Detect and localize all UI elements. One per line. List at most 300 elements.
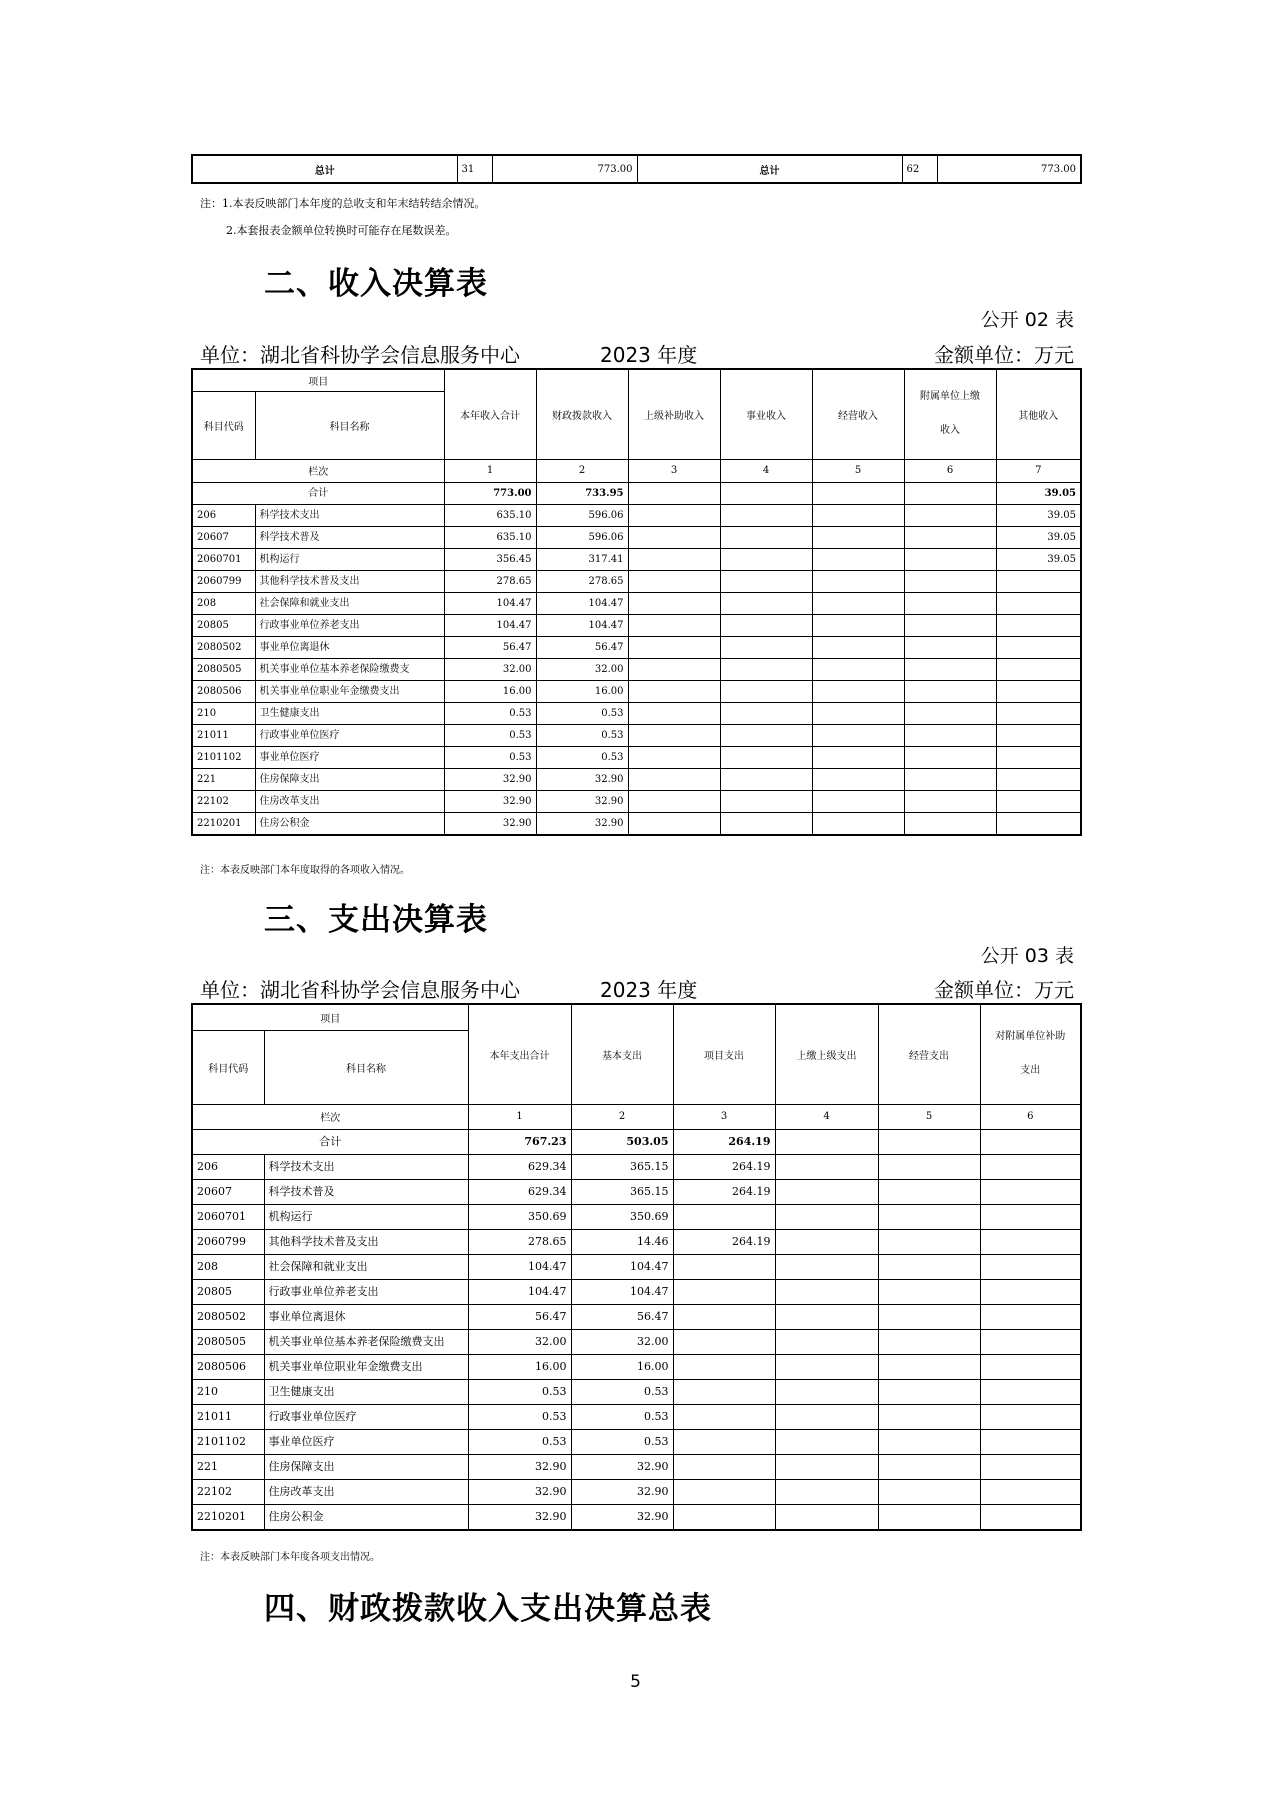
- expense-cell: 0.53: [468, 1404, 571, 1429]
- expense-table: [191, 1003, 1082, 1531]
- expense-col-header: 对附属单位补助支出: [980, 1004, 1081, 1104]
- expense-cell: 104.47: [571, 1254, 673, 1279]
- income-cell: 773.00: [444, 482, 536, 504]
- expense-row: [192, 1354, 1081, 1379]
- income-cell: [628, 482, 720, 504]
- income-cell: [628, 614, 720, 636]
- expense-row-code: 20805: [192, 1279, 264, 1304]
- income-cell: [628, 812, 720, 835]
- expense-cell: [878, 1129, 980, 1154]
- expense-cell: [673, 1429, 775, 1454]
- income-row-name: 行政事业单位养老支出: [255, 614, 444, 636]
- income-cell: [720, 768, 812, 790]
- expense-row-code: 2080505: [192, 1329, 264, 1354]
- income-col-header: 事业收入: [720, 369, 812, 459]
- income-cell: [812, 636, 904, 658]
- income-cell: [904, 636, 996, 658]
- income-row-code: 2101102: [192, 746, 255, 768]
- expense-cell: [775, 1254, 878, 1279]
- expense-row-name: 住房公积金: [264, 1504, 468, 1530]
- income-cell: [996, 570, 1081, 592]
- income-cell: 104.47: [444, 592, 536, 614]
- expense-cell: 350.69: [571, 1204, 673, 1229]
- income-cell: 596.06: [536, 504, 628, 526]
- expense-row-name: 机关事业单位职业年金缴费支出: [264, 1354, 468, 1379]
- income-col-header: 其他收入: [996, 369, 1081, 459]
- expense-row: [192, 1504, 1081, 1530]
- income-cell: [628, 790, 720, 812]
- expense-cell: [980, 1204, 1081, 1229]
- expense-row: [192, 1429, 1081, 1454]
- expense-cell: [878, 1229, 980, 1254]
- income-cell: [720, 614, 812, 636]
- income-cell: 39.05: [996, 504, 1081, 526]
- expense-row: [192, 1229, 1081, 1254]
- expense-cell: [775, 1429, 878, 1454]
- expense-row-code: 208: [192, 1254, 264, 1279]
- income-cell: 32.90: [444, 790, 536, 812]
- expense-cell: [878, 1504, 980, 1530]
- expense-unit: 单位：湖北省科协学会信息服务中心: [200, 978, 520, 1002]
- expense-cell: 264.19: [673, 1129, 775, 1154]
- expense-row-code: 2210201: [192, 1504, 264, 1530]
- total-left-row: 31: [457, 155, 492, 183]
- income-table: [191, 368, 1082, 836]
- expense-cell: [878, 1379, 980, 1404]
- income-cell: [996, 746, 1081, 768]
- expense-cell: 278.65: [468, 1229, 571, 1254]
- income-row-code: 20805: [192, 614, 255, 636]
- income-cell: 0.53: [536, 702, 628, 724]
- income-row: [192, 746, 1081, 768]
- income-row: [192, 614, 1081, 636]
- income-cell: [720, 504, 812, 526]
- income-cell: [904, 548, 996, 570]
- income-rows: [192, 482, 1081, 835]
- expense-row-name: 科学技术支出: [264, 1154, 468, 1179]
- income-cell: 356.45: [444, 548, 536, 570]
- income-cell: [720, 702, 812, 724]
- income-row-code: 2080502: [192, 636, 255, 658]
- income-row-code: 2060799: [192, 570, 255, 592]
- income-cell: [812, 548, 904, 570]
- income-cell: 16.00: [444, 680, 536, 702]
- expense-cell: [980, 1154, 1081, 1179]
- expense-cell: [673, 1404, 775, 1429]
- expense-cell: 32.90: [468, 1479, 571, 1504]
- expense-total-row: [192, 1129, 1081, 1154]
- income-cell: [904, 614, 996, 636]
- income-cell: [812, 482, 904, 504]
- expense-cell: [673, 1479, 775, 1504]
- income-cell: [812, 724, 904, 746]
- income-row-name: 住房保障支出: [255, 768, 444, 790]
- income-row-name: 机关事业单位职业年金缴费支出: [255, 680, 444, 702]
- expense-cell: [878, 1354, 980, 1379]
- total-left-amount: 773.00: [492, 155, 637, 183]
- expense-cell: 0.53: [571, 1379, 673, 1404]
- income-row-code: 2080506: [192, 680, 255, 702]
- income-cell: [996, 592, 1081, 614]
- income-row-name: 事业单位离退休: [255, 636, 444, 658]
- expense-cell: 32.00: [468, 1329, 571, 1354]
- income-cell: 0.53: [444, 702, 536, 724]
- income-col-num: 5: [812, 459, 904, 482]
- expense-cell: 629.34: [468, 1154, 571, 1179]
- income-cell: [720, 658, 812, 680]
- income-row-name: 住房公积金: [255, 812, 444, 835]
- income-row: [192, 658, 1081, 680]
- income-cell: [628, 658, 720, 680]
- expense-row-code: 2101102: [192, 1429, 264, 1454]
- expense-cell: 0.53: [571, 1429, 673, 1454]
- income-row: [192, 548, 1081, 570]
- expense-row-name: 科学技术普及: [264, 1179, 468, 1204]
- expense-cell: [673, 1504, 775, 1530]
- income-row-name: 行政事业单位医疗: [255, 724, 444, 746]
- expense-cell: [673, 1304, 775, 1329]
- income-row: [192, 702, 1081, 724]
- income-cell: [904, 526, 996, 548]
- income-cell: [720, 570, 812, 592]
- income-cell: 104.47: [536, 614, 628, 636]
- income-cell: 32.90: [536, 812, 628, 835]
- income-col-num: 6: [904, 459, 996, 482]
- income-cell: [720, 548, 812, 570]
- expense-cell: 32.90: [571, 1454, 673, 1479]
- income-cell: [812, 658, 904, 680]
- expense-row-name: 机关事业单位基本养老保险缴费支出: [264, 1329, 468, 1354]
- income-cell: [720, 482, 812, 504]
- expense-cell: [775, 1154, 878, 1179]
- income-row-code: 206: [192, 504, 255, 526]
- expense-col-num: 6: [980, 1104, 1081, 1129]
- income-row-name: 科学技术普及: [255, 526, 444, 548]
- expense-cell: [980, 1429, 1081, 1454]
- income-unit: 单位：湖北省科协学会信息服务中心: [200, 343, 520, 367]
- income-col-header: 上级补助收入: [628, 369, 720, 459]
- expense-cell: [980, 1354, 1081, 1379]
- income-cell: [720, 680, 812, 702]
- income-col-header: 本年收入合计: [444, 369, 536, 459]
- income-row: [192, 592, 1081, 614]
- income-row: [192, 680, 1081, 702]
- income-money-unit: 金额单位：万元: [934, 343, 1074, 367]
- income-cell: [812, 504, 904, 526]
- expense-cell: [980, 1504, 1081, 1530]
- expense-row-name: 卫生健康支出: [264, 1379, 468, 1404]
- income-row: [192, 812, 1081, 835]
- income-hdr-code: 科目代码: [192, 391, 255, 459]
- income-cell: [628, 592, 720, 614]
- expense-cell: [775, 1504, 878, 1530]
- expense-cell: [673, 1454, 775, 1479]
- income-col-num: 1: [444, 459, 536, 482]
- income-cell: [812, 614, 904, 636]
- income-cell: 278.65: [444, 570, 536, 592]
- income-row-code: 208: [192, 592, 255, 614]
- expense-cell: [878, 1204, 980, 1229]
- expense-row: [192, 1304, 1081, 1329]
- income-hdr-item: 项目: [192, 369, 444, 391]
- income-cell: [720, 812, 812, 835]
- expense-col-num: 3: [673, 1104, 775, 1129]
- expense-rows: [192, 1129, 1081, 1530]
- expense-row: [192, 1329, 1081, 1354]
- income-row: [192, 724, 1081, 746]
- income-cell: 39.05: [996, 548, 1081, 570]
- expense-row: [192, 1379, 1081, 1404]
- total-right-amount: 773.00: [937, 155, 1081, 183]
- income-cell: [720, 592, 812, 614]
- expense-cell: 0.53: [468, 1429, 571, 1454]
- income-cell: [628, 636, 720, 658]
- expense-cell: [775, 1279, 878, 1304]
- income-cell: [628, 702, 720, 724]
- income-cell: [628, 680, 720, 702]
- expense-row-code: 2060701: [192, 1204, 264, 1229]
- income-cell: 32.90: [536, 768, 628, 790]
- expense-cell: [878, 1454, 980, 1479]
- expense-row-code: 21011: [192, 1404, 264, 1429]
- income-total-row: [192, 482, 1081, 504]
- income-row-code: 20607: [192, 526, 255, 548]
- expense-money-unit: 金额单位：万元: [934, 978, 1074, 1002]
- income-row-name: 科学技术支出: [255, 504, 444, 526]
- expense-cell: [673, 1254, 775, 1279]
- income-cell: 56.47: [444, 636, 536, 658]
- income-row-name: 其他科学技术普及支出: [255, 570, 444, 592]
- expense-cell: [673, 1204, 775, 1229]
- expense-row-name: 住房保障支出: [264, 1454, 468, 1479]
- expense-row: [192, 1204, 1081, 1229]
- expense-cell: [878, 1429, 980, 1454]
- income-cell: 635.10: [444, 526, 536, 548]
- expense-hdr-item: 项目: [192, 1004, 468, 1030]
- income-row-name: 社会保障和就业支出: [255, 592, 444, 614]
- page-number: 5: [630, 1672, 641, 1692]
- expense-heading: 三、支出决算表: [264, 902, 488, 938]
- expense-cell: [980, 1254, 1081, 1279]
- income-cell: 0.53: [444, 746, 536, 768]
- income-cell: 317.41: [536, 548, 628, 570]
- expense-row-name: 事业单位医疗: [264, 1429, 468, 1454]
- expense-table-no: 公开 03 表: [980, 945, 1074, 967]
- expense-cell: [878, 1404, 980, 1429]
- expense-hdr-code: 科目代码: [192, 1030, 264, 1104]
- income-cell: [904, 768, 996, 790]
- income-cell: [628, 504, 720, 526]
- income-cell: [628, 526, 720, 548]
- expense-row-name: 事业单位离退休: [264, 1304, 468, 1329]
- expense-cell: 56.47: [571, 1304, 673, 1329]
- expense-cell: [980, 1454, 1081, 1479]
- expense-cell: 0.53: [468, 1379, 571, 1404]
- expense-year: 2023 年度: [600, 978, 698, 1002]
- expense-cell: [775, 1304, 878, 1329]
- income-row-name: 事业单位医疗: [255, 746, 444, 768]
- expense-cell: [980, 1229, 1081, 1254]
- expense-cell: 264.19: [673, 1154, 775, 1179]
- income-cell: [812, 702, 904, 724]
- income-cell: 32.90: [536, 790, 628, 812]
- income-year: 2023 年度: [600, 343, 698, 367]
- income-cell: 596.06: [536, 526, 628, 548]
- income-col-num: 4: [720, 459, 812, 482]
- income-cell: 0.53: [536, 724, 628, 746]
- income-cell: 0.53: [536, 746, 628, 768]
- income-cell: [812, 768, 904, 790]
- income-row: [192, 570, 1081, 592]
- expense-row: [192, 1404, 1081, 1429]
- income-cell: [996, 812, 1081, 835]
- expense-cell: [878, 1254, 980, 1279]
- expense-cell: 0.53: [571, 1404, 673, 1429]
- expense-cell: [775, 1354, 878, 1379]
- expense-cell: 32.00: [571, 1329, 673, 1354]
- income-row-code: 210: [192, 702, 255, 724]
- expense-col-header: 上缴上级支出: [775, 1004, 878, 1104]
- expense-row-code: 20607: [192, 1179, 264, 1204]
- expense-row: [192, 1179, 1081, 1204]
- expense-col-num: 5: [878, 1104, 980, 1129]
- expense-cell: 365.15: [571, 1154, 673, 1179]
- expense-cell: [775, 1404, 878, 1429]
- income-cell: 39.05: [996, 526, 1081, 548]
- expense-cell: [775, 1179, 878, 1204]
- income-cell: 32.90: [444, 812, 536, 835]
- income-cell: 32.00: [536, 658, 628, 680]
- expense-cell: 32.90: [571, 1479, 673, 1504]
- income-cell: [996, 636, 1081, 658]
- expense-cell: [673, 1279, 775, 1304]
- expense-cell: 629.34: [468, 1179, 571, 1204]
- expense-cell: [673, 1379, 775, 1404]
- income-row-name: 卫生健康支出: [255, 702, 444, 724]
- income-row: [192, 790, 1081, 812]
- total-right-label: 总计: [637, 155, 902, 183]
- expense-cell: [878, 1279, 980, 1304]
- expense-row-name: 社会保障和就业支出: [264, 1254, 468, 1279]
- income-cell: 32.00: [444, 658, 536, 680]
- expense-cell: [775, 1129, 878, 1154]
- expense-cell: [878, 1304, 980, 1329]
- expense-row: [192, 1479, 1081, 1504]
- expense-cell: [980, 1379, 1081, 1404]
- income-cell: [812, 526, 904, 548]
- expense-cell: [878, 1329, 980, 1354]
- income-cell: [904, 680, 996, 702]
- expense-col-nums-label: 栏次: [192, 1104, 468, 1129]
- income-cell: [996, 790, 1081, 812]
- income-col-header: 附属单位上缴收入: [904, 369, 996, 459]
- income-total-label: 合计: [192, 482, 444, 504]
- income-cell: 278.65: [536, 570, 628, 592]
- income-cell: [996, 768, 1081, 790]
- income-cell: [720, 790, 812, 812]
- income-cell: 39.05: [996, 482, 1081, 504]
- expense-cell: [980, 1404, 1081, 1429]
- income-cell: [628, 548, 720, 570]
- expense-cell: [980, 1129, 1081, 1154]
- expense-cell: 503.05: [571, 1129, 673, 1154]
- income-row-code: 2080505: [192, 658, 255, 680]
- income-col-num: 2: [536, 459, 628, 482]
- top-note-2: 2.本套报表金额单位转换时可能存在尾数误差。: [226, 224, 457, 237]
- expense-hdr-name: 科目名称: [264, 1030, 468, 1104]
- expense-cell: [775, 1204, 878, 1229]
- expense-cell: 32.90: [468, 1504, 571, 1530]
- expense-col-num: 4: [775, 1104, 878, 1129]
- income-cell: [812, 592, 904, 614]
- income-cell: [628, 724, 720, 746]
- expense-cell: 32.90: [468, 1454, 571, 1479]
- income-row-code: 22102: [192, 790, 255, 812]
- income-table-no: 公开 02 表: [980, 309, 1074, 331]
- income-cell: [628, 746, 720, 768]
- expense-cell: [878, 1479, 980, 1504]
- income-cell: [904, 570, 996, 592]
- expense-cell: 56.47: [468, 1304, 571, 1329]
- expense-cell: 104.47: [468, 1279, 571, 1304]
- expense-cell: [980, 1304, 1081, 1329]
- expense-cell: 767.23: [468, 1129, 571, 1154]
- expense-cell: [980, 1479, 1081, 1504]
- income-cell: [812, 790, 904, 812]
- expense-cell: [878, 1179, 980, 1204]
- total-summary-table: [191, 154, 1082, 184]
- expense-row-name: 机构运行: [264, 1204, 468, 1229]
- income-cell: [628, 768, 720, 790]
- income-cell: 733.95: [536, 482, 628, 504]
- income-cell: [996, 680, 1081, 702]
- income-row: [192, 768, 1081, 790]
- income-cell: [628, 570, 720, 592]
- expense-cell: [980, 1279, 1081, 1304]
- expense-cell: [775, 1479, 878, 1504]
- income-cell: [904, 746, 996, 768]
- expense-cell: 104.47: [468, 1254, 571, 1279]
- expense-row-name: 行政事业单位养老支出: [264, 1279, 468, 1304]
- income-cell: [812, 570, 904, 592]
- income-row-name: 住房改革支出: [255, 790, 444, 812]
- income-cell: 0.53: [444, 724, 536, 746]
- expense-col-num: 2: [571, 1104, 673, 1129]
- expense-row-code: 22102: [192, 1479, 264, 1504]
- income-cell: [996, 614, 1081, 636]
- expense-cell: 32.90: [571, 1504, 673, 1530]
- income-cell: [812, 812, 904, 835]
- expense-row: [192, 1279, 1081, 1304]
- expense-cell: 264.19: [673, 1229, 775, 1254]
- expense-cell: [673, 1329, 775, 1354]
- expense-total-label: 合计: [192, 1129, 468, 1154]
- expense-row-code: 2060799: [192, 1229, 264, 1254]
- expense-row-code: 210: [192, 1379, 264, 1404]
- expense-cell: 350.69: [468, 1204, 571, 1229]
- income-cell: [904, 592, 996, 614]
- income-heading: 二、收入决算表: [264, 266, 488, 302]
- expense-cell: 16.00: [571, 1354, 673, 1379]
- expense-note: 注：本表反映部门本年度各项支出情况。: [200, 1552, 380, 1563]
- income-row: [192, 636, 1081, 658]
- expense-col-header: 本年支出合计: [468, 1004, 571, 1104]
- income-cell: [904, 702, 996, 724]
- expense-row-name: 其他科学技术普及支出: [264, 1229, 468, 1254]
- expense-row-name: 住房改革支出: [264, 1479, 468, 1504]
- income-row-code: 21011: [192, 724, 255, 746]
- income-col-header: 经营收入: [812, 369, 904, 459]
